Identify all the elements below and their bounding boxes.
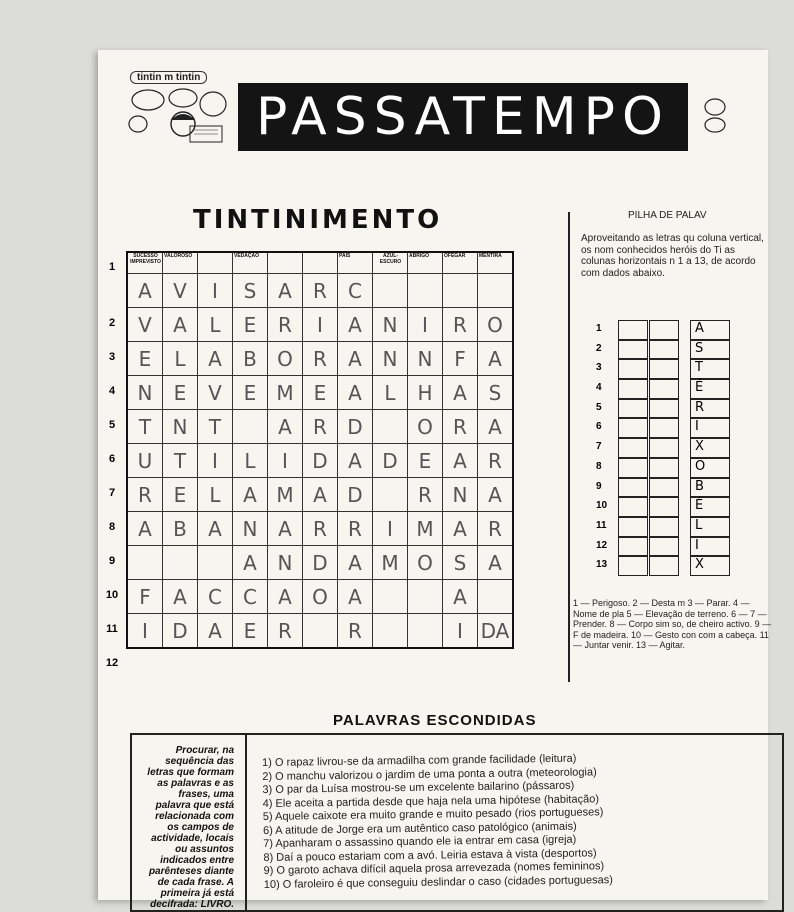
row-number: 10 [105,589,119,601]
stack-box[interactable] [618,497,648,517]
crossword-cell[interactable]: R [478,444,514,478]
crossword-cell[interactable]: L [373,376,408,410]
crossword-cell[interactable] [163,546,198,580]
crossword-cell[interactable]: R [408,478,443,512]
crossword-cell[interactable]: I [198,444,233,478]
crossword-cell[interactable]: N [163,410,198,444]
clue-label: AZUL-ESCURO [379,253,402,265]
crossword-cell[interactable]: I [373,512,408,546]
stack-box[interactable] [618,517,648,537]
crossword-cell[interactable]: M [408,512,443,546]
stack-letter: L [690,517,730,537]
crossword-cell[interactable]: M [268,376,303,410]
crossword-cell[interactable]: B [233,342,268,376]
crossword-cell[interactable] [478,252,514,274]
stack-box[interactable] [649,497,679,517]
crossword-cell[interactable]: N [443,478,478,512]
stack-number: 11 [596,519,607,531]
crossword-cell[interactable]: A [198,512,233,546]
crossword-cell[interactable]: N [127,376,163,410]
crossword-cell[interactable]: A [163,580,198,614]
crossword-cell[interactable]: D [303,546,338,580]
hidden-words-list [262,750,794,892]
stack-box[interactable] [618,556,648,576]
crossword-cell[interactable]: V [163,274,198,308]
crossword-cell[interactable]: C [233,580,268,614]
stack-number: 13 [596,559,608,571]
stack-box[interactable] [649,517,679,537]
stack-letter: R [690,399,730,419]
row-number: 12 [105,657,119,669]
crossword-cell[interactable]: L [233,444,268,478]
crossword-cell[interactable] [373,580,408,614]
crossword-cell[interactable]: R [443,410,478,444]
stack-letter: X [690,556,730,576]
crossword-cell[interactable]: D [163,614,198,649]
crossword-cell[interactable]: A [163,308,198,342]
crossword-cell[interactable]: R [478,512,514,546]
crossword-cell[interactable] [233,410,268,444]
crossword-cell[interactable] [198,546,233,580]
crossword-cell[interactable]: R [303,274,338,308]
crossword-cell[interactable]: S [233,274,268,308]
crossword-cell[interactable] [373,614,408,649]
row-number: 3 [108,351,116,363]
crossword-cell[interactable]: A [338,444,373,478]
crossword-cell[interactable]: O [408,410,443,444]
crossword-title: TINTINIMENTO [193,205,443,235]
crossword-cell[interactable]: F [127,580,163,614]
stack-box[interactable] [649,458,679,478]
crossword-cell[interactable] [198,252,233,274]
crossword-cell[interactable]: R [303,512,338,546]
crossword-cell[interactable]: A [268,410,303,444]
stack-box[interactable] [618,478,648,498]
clue-label: MENTIRA [479,253,502,259]
crossword-cell[interactable]: O [268,342,303,376]
hidden-words-instructions: Procurar, na sequência das letras que formam as palavras e as frases, uma palavra que está relacionada com os campos de actividade, locais ou assuntos indicados entre parênteses diante de cada frase. A primeira já está decifrada: LIVRO. [147,745,234,910]
crossword-cell[interactable]: A [233,478,268,512]
clue-label: ABRIGO [409,253,429,259]
row-number: 9 [108,555,116,567]
row-number: 11 [106,623,118,635]
crossword-cell[interactable]: V [127,308,163,342]
stack-box[interactable] [649,418,679,438]
clue-label: PAÍS [339,253,351,259]
stack-box[interactable] [618,537,648,557]
crossword-cell[interactable]: E [233,614,268,649]
crossword-cell[interactable] [303,252,338,274]
clue-label: VEDAÇÃO [234,253,260,259]
crossword-cell[interactable]: A [303,478,338,512]
stack-box[interactable] [618,399,648,419]
crossword-cell[interactable]: I [408,308,443,342]
crossword-cell[interactable]: A [478,410,514,444]
stack-box[interactable] [649,556,679,576]
crossword-cell[interactable]: E [163,478,198,512]
hidden-word-item: 6) A atitude de Jorge era um autêntico caso patológico (animais) [262,820,577,837]
crossword-cell[interactable]: L [163,342,198,376]
crossword-cell[interactable]: R [303,410,338,444]
stack-letter: S [690,340,730,360]
crossword-cell[interactable]: A [443,512,478,546]
stack-letter: A [690,320,730,340]
stack-box[interactable] [649,478,679,498]
crossword-cell[interactable]: I [303,308,338,342]
crossword-cell[interactable]: M [268,478,303,512]
hidden-word-item: 5) Aquele caixote era muito grande e muito pesado (rios portugueses) [262,806,604,823]
crossword-cell[interactable]: S [443,546,478,580]
crossword-cell[interactable]: C [338,274,373,308]
stack-number: 6 [596,421,602,433]
magazine-page [98,50,772,910]
crossword-cell[interactable]: T [163,444,198,478]
row-number: 5 [108,419,116,431]
crossword-cell[interactable]: U [127,444,163,478]
crossword-cell[interactable] [443,274,478,308]
doodle-icon [701,95,741,135]
crossword-cell[interactable] [443,252,478,274]
stack-letter: É [690,379,730,399]
stack-box[interactable] [618,418,648,438]
crossword-cell[interactable]: O [478,308,514,342]
box-divider [245,735,247,910]
column-divider [568,212,570,682]
stack-letter: B [690,478,730,498]
crossword-cell[interactable]: O [303,580,338,614]
crossword-cell[interactable]: R [303,342,338,376]
stack-box[interactable] [618,359,648,379]
crossword-cell[interactable]: E [408,444,443,478]
hidden-words-box [130,733,784,912]
crossword-cell[interactable] [373,410,408,444]
crossword-cell[interactable]: E [127,342,163,376]
crossword-cell[interactable]: L [198,478,233,512]
hidden-word-item: 1) O rapaz livrou-se da armadilha com grande facilidade (leitura) [262,752,577,769]
crossword-cell[interactable]: A [338,308,373,342]
crossword-cell[interactable]: N [373,342,408,376]
stack-box[interactable] [618,438,648,458]
page-title: PASSATEMPO [238,83,688,151]
crossword-cell[interactable]: L [198,308,233,342]
stack-number: 8 [596,460,602,472]
hidden-word-item: 4) Ele aceita a partida desde que haja nela uma hipótese (habitação) [262,792,600,810]
crossword-cell[interactable]: A [338,342,373,376]
crossword-cell[interactable]: A [233,546,268,580]
row-number: 1 [108,261,116,273]
crossword-cell[interactable]: N [268,546,303,580]
crossword-cell[interactable] [408,580,443,614]
hidden-word-item: 10) O faroleiro é que conseguiu deslindar o caso (cidades portuguesas) [263,873,613,891]
crossword-cell[interactable] [408,252,443,274]
crossword-cell[interactable]: DA [478,614,514,649]
crossword-cell[interactable]: I [127,614,163,649]
crossword-cell[interactable]: E [163,376,198,410]
crossword-cell[interactable]: R [338,512,373,546]
crossword-cell[interactable]: A [268,512,303,546]
crossword-cell[interactable] [478,580,514,614]
crossword-cell[interactable]: D [303,444,338,478]
crossword-cell[interactable]: N [373,308,408,342]
crossword-cell[interactable]: T [127,410,163,444]
crossword-cell[interactable] [408,614,443,649]
crossword-cell[interactable]: I [443,614,478,649]
stack-box[interactable] [649,438,679,458]
crossword-cell[interactable]: A [198,614,233,649]
crossword-cell[interactable]: A [338,580,373,614]
stack-number: 7 [596,441,602,453]
stack-box[interactable] [649,320,679,340]
hidden-word-item: 8) Daí a pouco estariam com a avó. Leiria estava à vista (desportos) [263,846,597,864]
stack-box[interactable] [618,320,648,340]
hidden-word-item: 7) Apanharam o assassino quando ele ia entrar em casa (igreja) [263,833,577,850]
hidden-word-item: 9) O garoto achava difícil aquela prosa arrevezada (nomes femininos) [263,860,605,877]
crossword-cell[interactable]: A [338,546,373,580]
stack-box[interactable] [649,359,679,379]
crossword-cell[interactable] [373,252,408,274]
row-number: 6 [108,453,116,465]
stack-number: 2 [596,342,602,354]
stack-box[interactable] [649,340,679,360]
crossword-cell[interactable]: T [198,410,233,444]
crossword-cell[interactable]: N [233,512,268,546]
pilha-instructions: Aproveitando as letras qu coluna vertical, os nom conhecidos heróis do Ti as colunas horizontais n 1 a 13, de acordo com dados abaixo. [581,233,764,279]
row-number: 7 [108,487,116,499]
row-number: 4 [108,385,116,397]
stack-box[interactable] [649,379,679,399]
pilha-clues: 1 — Perigoso. 2 — Desta m 3 — Parar. 4 — Nome de pla 5 — Elevação de terreno. 6 — 7 — Prender. 8 — Corpo sim so, de cheiro activo. 9 — F de madeira. 10 — Gesto con com a cabeça. 11 — Juntar venir. 13 — Agitar. [573,598,772,650]
crossword-cell[interactable] [373,274,408,308]
stack-letter: T [690,359,730,379]
crossword-cell[interactable]: V [198,376,233,410]
crossword-cell[interactable]: D [338,478,373,512]
crossword-cell[interactable]: A [478,546,514,580]
crossword-cell[interactable]: E [233,376,268,410]
crossword-cell[interactable]: A [268,580,303,614]
crossword-cell[interactable]: A [443,444,478,478]
crossword-cell[interactable]: S [478,376,514,410]
crossword-cell[interactable]: A [127,274,163,308]
stack-number: 9 [596,480,602,492]
crossword-grid [105,251,514,669]
stack-box[interactable] [649,537,679,557]
crossword-cell[interactable]: R [443,308,478,342]
crossword-cell[interactable]: R [338,614,373,649]
brand-logo: tintin m tintin [130,71,207,84]
crossword-cell[interactable]: E [233,308,268,342]
crossword-cell[interactable]: R [268,614,303,649]
crossword-cell[interactable] [127,252,163,274]
crossword-cell[interactable] [478,274,514,308]
hidden-word-item: 2) O manchu valorizou o jardim de uma ponta a outra (meteorologia) [262,765,597,783]
stack-letter: O [690,458,730,478]
stack-letter: É [690,497,730,517]
crossword-cell[interactable]: A [338,376,373,410]
stack-number: 12 [596,539,608,551]
crossword-cell[interactable]: N [408,342,443,376]
crossword-cell[interactable]: M [373,546,408,580]
stack-number: 5 [596,401,602,413]
crossword-cell[interactable]: A [478,478,514,512]
pilha-heading: PILHA DE PALAV [628,210,707,221]
clue-label: OFEGAR [444,253,466,259]
crossword-cell[interactable]: D [373,444,408,478]
crossword-cell[interactable]: I [268,444,303,478]
crossword-cell[interactable]: R [268,308,303,342]
crossword-cell[interactable]: D [338,410,373,444]
crossword-cell[interactable] [163,252,198,274]
crossword-cell[interactable] [233,252,268,274]
stack-number: 3 [596,362,602,374]
crossword-cell[interactable]: A [268,274,303,308]
crossword-cell[interactable] [373,478,408,512]
clue-label: SUCESSO IMPREVISTO [130,253,161,265]
hidden-word-item: 3) O par da Luísa mostrou-se um excelente bailarino (pássaros) [262,779,575,796]
crossword-cell[interactable]: I [198,274,233,308]
crossword-cell[interactable] [408,274,443,308]
crossword-cell[interactable]: R [127,478,163,512]
stack-box[interactable] [618,379,648,399]
crossword-cell[interactable]: A [478,342,514,376]
row-number: 8 [108,521,116,533]
hidden-words-title: PALAVRAS ESCONDIDAS [333,712,537,729]
crossword-cell[interactable]: A [198,342,233,376]
stack-number: 10 [596,500,608,512]
crossword-cell[interactable]: A [443,376,478,410]
crossword-cell[interactable]: H [408,376,443,410]
stack-letter: X [690,438,730,458]
row-number: 2 [108,317,116,329]
crossword-cell[interactable]: A [127,512,163,546]
crossword-cell[interactable]: B [163,512,198,546]
crossword-cell[interactable]: C [198,580,233,614]
crossword-cell[interactable] [127,546,163,580]
stack-box[interactable] [618,340,648,360]
crossword-cell[interactable] [303,614,338,649]
puzzle-character-icon [128,86,228,144]
stack-letter: I [690,418,730,438]
stack-box[interactable] [618,458,648,478]
stack-number: 1 [596,323,602,334]
stack-box[interactable] [649,399,679,419]
crossword-cell[interactable]: O [408,546,443,580]
crossword-cell[interactable]: F [443,342,478,376]
crossword-cell[interactable]: A [443,580,478,614]
clue-label: VALOROSO [164,253,193,259]
crossword-cell[interactable] [268,252,303,274]
stack-letter: I [690,537,730,557]
crossword-cell[interactable] [338,252,373,274]
crossword-cell[interactable]: E [303,376,338,410]
stack-number: 4 [596,382,602,394]
